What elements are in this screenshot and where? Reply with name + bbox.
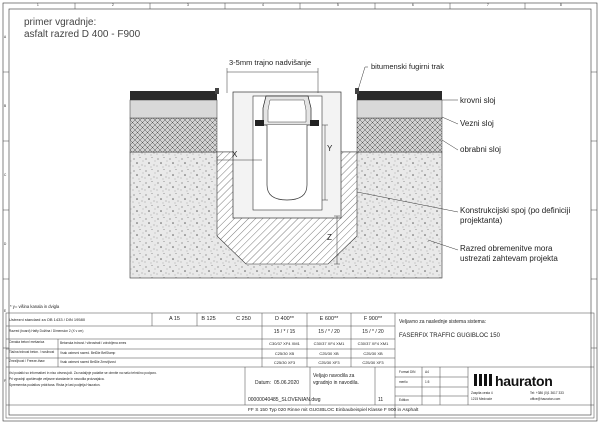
scale-value: 1:5 [425,380,430,384]
class-b125: B 125 [201,315,216,322]
grid-row-e: E [4,309,7,313]
address-street: Zaspita cesta 4 [471,391,493,395]
class-e600: E 600** [319,315,339,322]
dim-z: Z [327,233,332,242]
value-e600-strength: C25/30 XB [319,350,339,356]
format-value: A4 [425,370,429,374]
address-email: office@hauraton.com [530,397,561,401]
grid-row-c: C [4,173,7,177]
hauraton-logo-text: hauraton [495,373,553,389]
grate-bolt-left [255,120,264,126]
load-class-label-1: Razred obremenitve mora [460,244,553,253]
hauraton-logo-mark [474,374,492,386]
grate-bolt-right [310,120,319,126]
value-d400-frost: C25/30 XF3 [273,359,296,365]
title-line-2: asfalt razred D 400 - F900 [24,29,141,40]
grid-col-3: 3 [187,3,189,7]
sheet-number: 11 [378,397,384,403]
product-heading: Veljavno za naslednje sistema sistema: [399,319,486,325]
joint-tape-left [215,88,219,94]
class-a15: A 15 [168,315,180,322]
value-d400-dim: 15 / * / 15 [273,329,296,335]
class-d400: D 400** [275,315,294,322]
class-c250: C 250 [236,315,251,322]
binder-course-left [130,100,217,118]
channel-interior [267,125,307,200]
value-d400-strength: C25/30 XB [274,350,295,356]
raise-label: 3-5mm trajno nadvišanje [229,58,312,67]
value-e600-dim: 15 / * / 20 [318,329,340,335]
footnote: * y= višina kanala in dvigla [10,304,60,309]
sub-row-2: Vsak ustrezni razred. BetDie BetStamp [60,351,116,355]
address-tel: Tel: +386 (0)1 3617 333 [530,391,564,395]
value-f900-dim: 15 / * / 20 [362,329,384,335]
sub-row-3: Vsak ustrezni razred BetDie Zmrzljivost [60,360,116,364]
grid-col-7: 7 [487,3,489,7]
base-course-label: obrabni sloj [460,145,501,154]
value-f900-mix: C30/37 XF4 XM1 [357,341,389,346]
sub-row-1: Betonska trdnost / vibrostrati / zdrobljena zmes [60,341,127,345]
grid-col-8: 8 [560,3,562,7]
joint-tape-label: bitumenski fugirni trak [371,62,444,71]
drawing-description: FF S 150 Typ 020 Rinne mit GUGIBLOC Einbaubeispiel Klasse F 900 in Asphalt [248,408,419,413]
surface-course-label: krovni sloj [460,96,496,105]
note-3: Sprememba podatkov pridržana. Risba je last podjetja Hauraton. [9,383,101,387]
base-course-left [130,118,217,152]
scale-label: merilo [399,380,408,384]
note-2: Pri vgradnji upoštevajte veljavne standarde in navodila proizvajalca. [9,377,105,381]
value-e600-mix: C30/37 XF4 XM1 [313,341,345,346]
date-value: 05.06.2020 [274,380,300,386]
surface-course-left [130,91,217,100]
grid-row-f: F [4,379,6,383]
format-label: Format DIN [399,370,416,374]
title-line-1: primer vgradnje: [24,17,97,28]
address-city: 1215 Medvode [471,397,493,401]
grid-row-b: B [4,104,7,108]
standard-label: Ustrezni standard za OB 1433 / DIN 19580 [9,317,86,322]
grid-col-5: 5 [337,3,339,7]
row-label-strength: Tlačna trdnost beton. / nosilnost [9,350,55,354]
edition-label: Edition [399,398,409,402]
validity-line-2: vgradnjo in navodila. [313,380,359,386]
drawing-file: 00000040485_SLOVENIAN.dwg [248,397,321,403]
construction-joint-label-2: projektanta) [460,216,503,225]
value-e600-frost: C25/30 XF3 [318,359,340,365]
load-class-label-2: ustrezati zahtevam projekta [460,254,558,263]
grid-row-d: D [4,242,7,246]
base-course-right [357,118,442,152]
construction-joint-label-1: Konstrukcijski spoj (po definiciji [460,206,571,215]
class-f900: F 900** [363,315,383,322]
value-d400-mix: C30/37 XF4 XM1 [269,341,300,346]
grid-col-4: 4 [262,3,264,7]
product-name: FASERFIX TRAFFIC GUGIBLOC 150 [399,333,500,339]
binder-course-right [357,100,442,118]
dim-x: X [232,150,238,159]
value-f900-strength: C25/30 XB [363,350,383,356]
row-label-frost: Zmrzljivost / Freeze-thaw [9,359,45,363]
grid-col-2: 2 [112,3,114,7]
dim-y: Y [327,144,333,153]
row-label-concrete-mix: Oznaka beton/ mešanica [9,340,45,344]
date-label: Datum: [255,380,272,386]
grid-col-6: 6 [412,3,414,7]
value-f900-frost: C25/30 XF3 [362,359,384,365]
note-1: Vsi podatki so informativni in niso obvezujoči. Za nadaljnje podatke se obrnite na našo tehnično podporo. [9,371,157,375]
grid-col-1: 1 [37,3,39,7]
binder-course-label: Vezni sloj [460,119,494,128]
grid-row-a: A [4,35,7,39]
surface-course-right [357,91,442,100]
row-label-dimension: Razred (board) Hafty Dolžina / Dimension 2 (X v cm) [9,329,84,333]
validity-line-1: Veljajo navodila za [313,373,355,379]
